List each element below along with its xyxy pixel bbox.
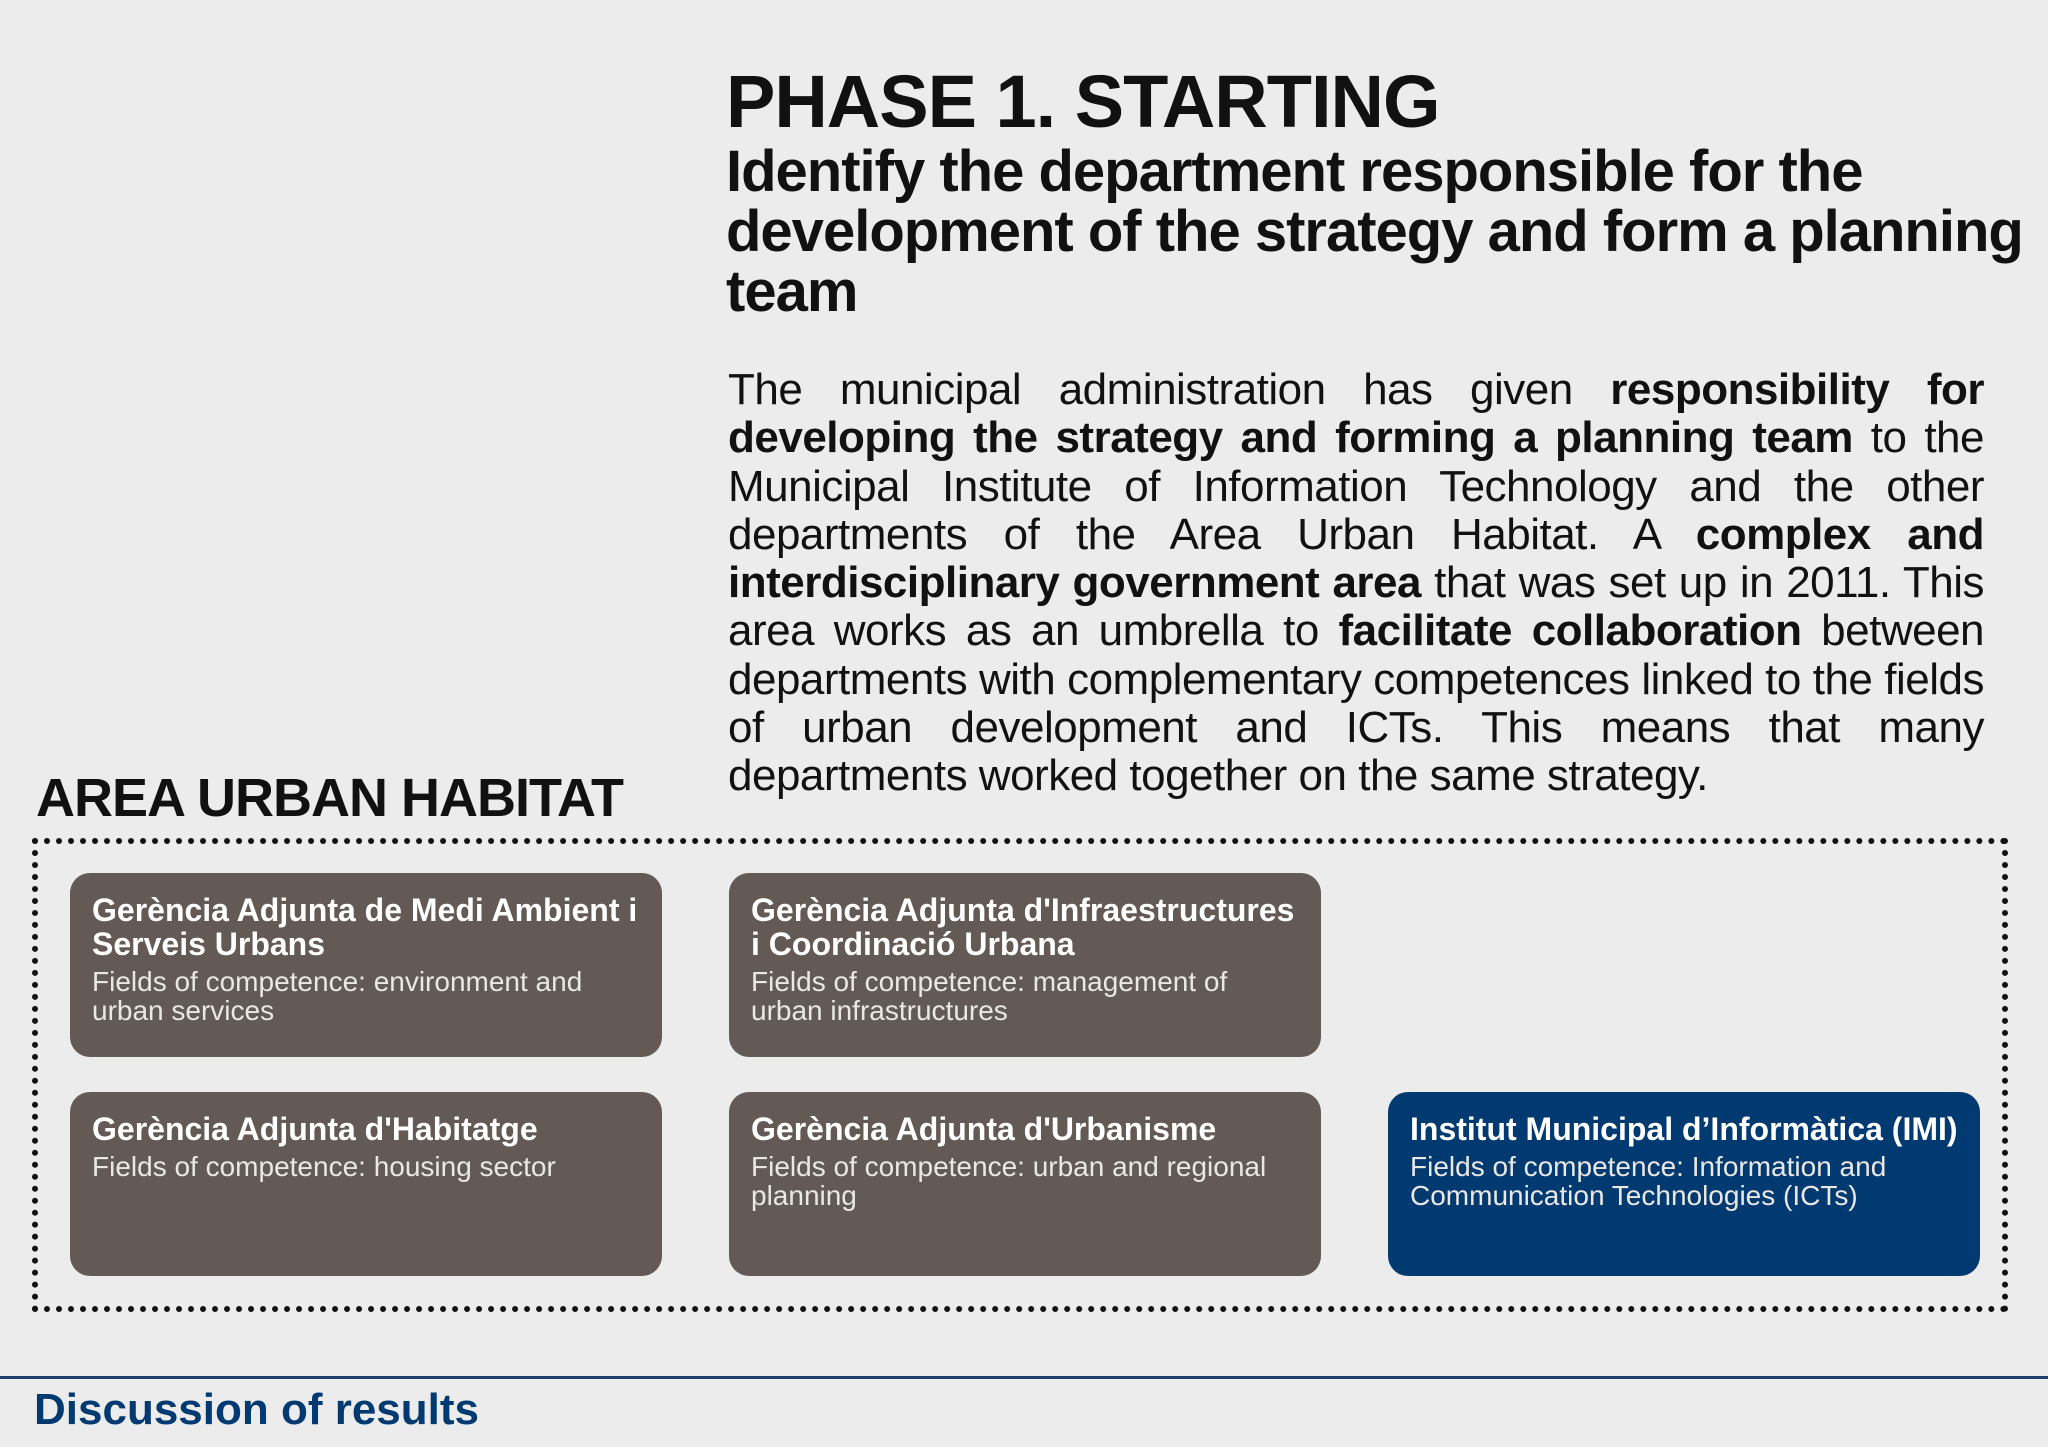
department-competence: Fields of competence: housing sector bbox=[92, 1151, 556, 1182]
department-competence: Fields of competence: management of urban infrastructures bbox=[751, 966, 1228, 1026]
department-competence: Fields of competence: environment and urban services bbox=[92, 966, 583, 1026]
department-competence: Fields of competence: urban and regional planning bbox=[751, 1151, 1267, 1211]
body-segment: between departments with complementary competences linked to the fields of urban development and ICTs. This means that many departments worked together on the same strategy. bbox=[728, 606, 1985, 801]
body-segment: to the Municipal Institute of Information Technology and the other departments of the Area Urban Habitat. A bbox=[728, 413, 1984, 559]
body-segment: The municipal administration has given bbox=[728, 365, 1611, 414]
department-title: Gerència Adjunta d'Urbanisme bbox=[751, 1111, 1217, 1147]
department-card-habitatge bbox=[70, 1092, 662, 1276]
department-card-imi bbox=[1388, 1092, 1980, 1276]
department-card-urbanisme bbox=[729, 1092, 1321, 1276]
body-segment-bold: responsibility for developing the strategy and forming a planning team bbox=[728, 365, 1984, 463]
phase-subtitle: Identify the department responsible for the development of the strategy and form a planning team bbox=[726, 139, 2023, 324]
footer-section-title: Discussion of results bbox=[34, 1385, 480, 1434]
department-title: Institut Municipal d’Informàtica (IMI) bbox=[1410, 1111, 1958, 1147]
area-title: AREA URBAN HABITAT bbox=[36, 768, 623, 828]
footer-divider bbox=[0, 1376, 2048, 1379]
department-title: Gerència Adjunta de Medi Ambient i Serveis Urbans bbox=[92, 892, 638, 962]
department-competence: Fields of competence: Information and Communication Technologies (ICTs) bbox=[1410, 1151, 1887, 1211]
body-segment-bold: facilitate collaboration bbox=[1338, 606, 1802, 656]
body-paragraph bbox=[728, 366, 1984, 801]
department-title: Gerència Adjunta d'Infraestructures i Coordinació Urbana bbox=[751, 892, 1295, 962]
body-segment-bold: complex and interdisciplinary government area bbox=[728, 509, 1984, 608]
phase-title: PHASE 1. STARTING bbox=[726, 60, 1440, 143]
department-card-infraestructures bbox=[729, 873, 1321, 1057]
body-segment: that was set up in 2011. This area works as an umbrella to bbox=[728, 558, 1985, 656]
department-card-medi-ambient bbox=[70, 873, 662, 1057]
department-title: Gerència Adjunta d'Habitatge bbox=[92, 1111, 538, 1147]
